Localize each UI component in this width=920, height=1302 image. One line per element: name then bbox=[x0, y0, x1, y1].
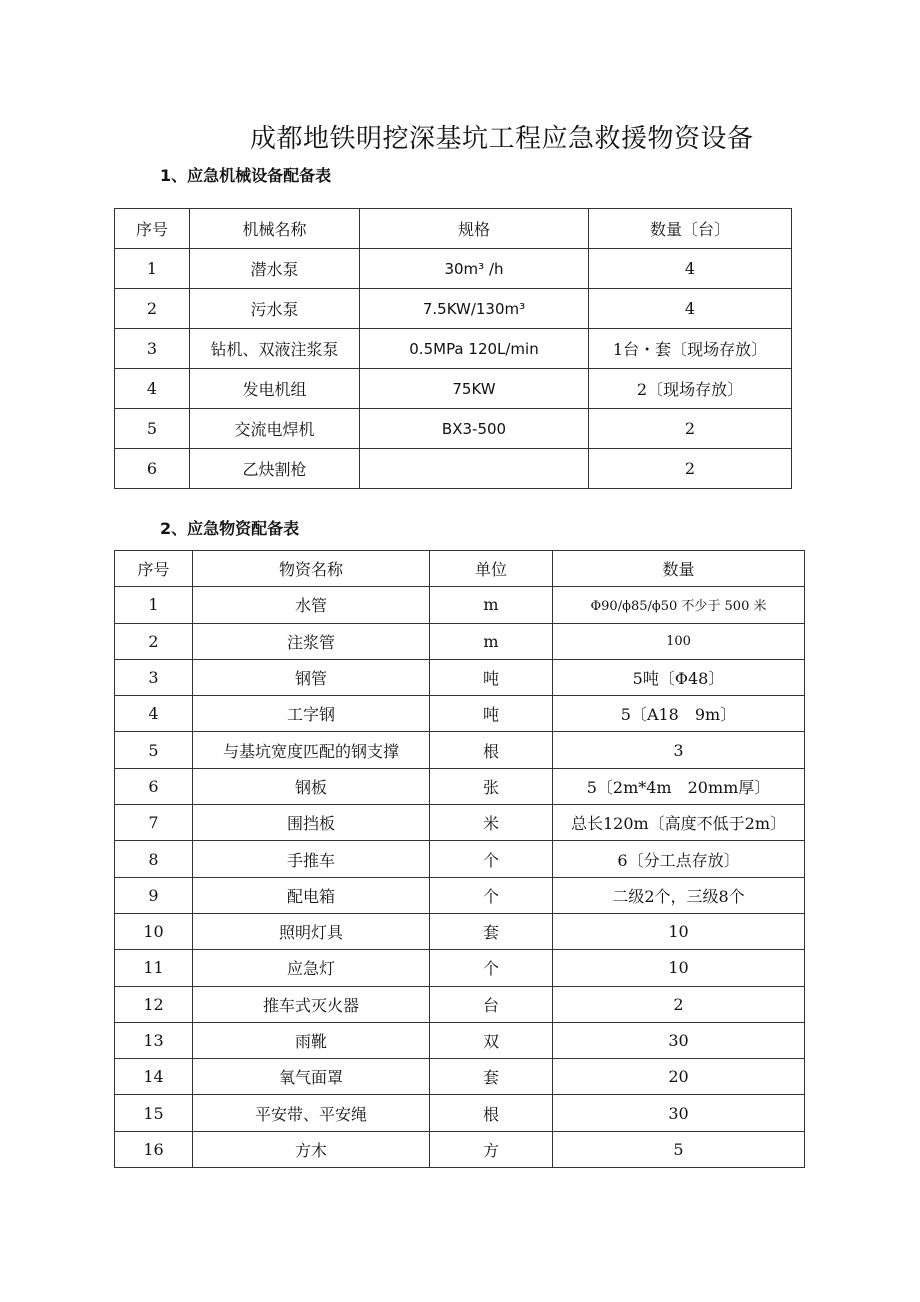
table-row bbox=[115, 732, 805, 768]
table-cell: 2 bbox=[553, 986, 805, 1022]
table-cell: 3 bbox=[553, 732, 805, 768]
table-cell: 吨 bbox=[430, 659, 553, 695]
table-row bbox=[115, 1022, 805, 1058]
table-cell: 手推车 bbox=[193, 841, 430, 877]
table-cell: 吨 bbox=[430, 696, 553, 732]
table-cell: 30 bbox=[553, 1022, 805, 1058]
table-cell: 6 bbox=[115, 449, 190, 489]
table-cell: 雨靴 bbox=[193, 1022, 430, 1058]
table-cell: 配电箱 bbox=[193, 877, 430, 913]
table-cell: 2 bbox=[589, 449, 792, 489]
table-cell: 台 bbox=[430, 986, 553, 1022]
table-cell: 3 bbox=[115, 329, 190, 369]
table-cell: 12 bbox=[115, 986, 193, 1022]
table-cell: 30 bbox=[553, 1095, 805, 1131]
table-cell: 乙炔割枪 bbox=[190, 449, 360, 489]
table-cell: 米 bbox=[430, 805, 553, 841]
table-cell: 2 bbox=[589, 409, 792, 449]
table-cell: 10 bbox=[115, 913, 193, 949]
materials-table bbox=[114, 550, 805, 1168]
table-row bbox=[115, 329, 792, 369]
table-cell: 4 bbox=[115, 369, 190, 409]
table-cell: 13 bbox=[115, 1022, 193, 1058]
table-row bbox=[115, 768, 805, 804]
table-cell: 照明灯具 bbox=[193, 913, 430, 949]
table-cell: 1 bbox=[115, 587, 193, 623]
table-cell: 10 bbox=[553, 913, 805, 949]
table-header-cell: 规格 bbox=[360, 209, 589, 249]
table-row bbox=[115, 409, 792, 449]
table-cell: 75KW bbox=[360, 369, 589, 409]
table-cell: 0.5MPa 120L/min bbox=[360, 329, 589, 369]
table-row bbox=[115, 659, 805, 695]
table-cell: 潜水泵 bbox=[190, 249, 360, 289]
table-cell: 4 bbox=[589, 289, 792, 329]
table-cell: 双 bbox=[430, 1022, 553, 1058]
table-cell: 8 bbox=[115, 841, 193, 877]
table-cell: 5 bbox=[115, 409, 190, 449]
table-row bbox=[115, 587, 805, 623]
table-row bbox=[115, 950, 805, 986]
table-cell: 4 bbox=[115, 696, 193, 732]
table-row bbox=[115, 249, 792, 289]
table-cell: 与基坑宽度匹配的钢支撑 bbox=[193, 732, 430, 768]
table-cell: 5〔A18 9m〕 bbox=[553, 696, 805, 732]
table-cell: 2〔现场存放〕 bbox=[589, 369, 792, 409]
table-cell: 10 bbox=[553, 950, 805, 986]
table-cell: 5 bbox=[115, 732, 193, 768]
table-cell: 方木 bbox=[193, 1131, 430, 1167]
table-cell: 2 bbox=[115, 623, 193, 659]
table-cell: 氧气面罩 bbox=[193, 1059, 430, 1095]
table-row bbox=[115, 805, 805, 841]
table-cell bbox=[360, 449, 589, 489]
table-cell: 方 bbox=[430, 1131, 553, 1167]
table-cell: 交流电焊机 bbox=[190, 409, 360, 449]
table-cell: 个 bbox=[430, 877, 553, 913]
table-cell: BX3-500 bbox=[360, 409, 589, 449]
table-cell: 5〔2m*4m 20mm厚〕 bbox=[553, 768, 805, 804]
document-title: 成都地铁明挖深基坑工程应急救援物资设备 bbox=[250, 124, 754, 154]
table-header-row bbox=[115, 209, 792, 249]
table-row bbox=[115, 913, 805, 949]
table-cell: 工字钢 bbox=[193, 696, 430, 732]
table-header-row bbox=[115, 551, 805, 587]
table-cell: 钻机、双液注浆泵 bbox=[190, 329, 360, 369]
table-header-cell: 序号 bbox=[115, 551, 193, 587]
table-cell: 15 bbox=[115, 1095, 193, 1131]
table-row bbox=[115, 1059, 805, 1095]
table-cell: m bbox=[430, 623, 553, 659]
table-cell: 套 bbox=[430, 1059, 553, 1095]
table-cell: 根 bbox=[430, 1095, 553, 1131]
table-cell: 11 bbox=[115, 950, 193, 986]
table-cell: 推车式灭火器 bbox=[193, 986, 430, 1022]
table-cell: 水管 bbox=[193, 587, 430, 623]
table-cell: 5吨〔Φ48〕 bbox=[553, 659, 805, 695]
table-cell: 个 bbox=[430, 950, 553, 986]
equipment-table bbox=[114, 208, 792, 489]
table-cell: 应急灯 bbox=[193, 950, 430, 986]
table-header-cell: 数量 bbox=[553, 551, 805, 587]
table-cell: 平安带、平安绳 bbox=[193, 1095, 430, 1131]
table-cell: 30m³ /h bbox=[360, 249, 589, 289]
table-cell: 20 bbox=[553, 1059, 805, 1095]
table-row bbox=[115, 1095, 805, 1131]
table-cell: 6 bbox=[115, 768, 193, 804]
table-cell: 2 bbox=[115, 289, 190, 329]
table-cell: 1 bbox=[115, 249, 190, 289]
table-header-cell: 物资名称 bbox=[193, 551, 430, 587]
table-cell: 污水泵 bbox=[190, 289, 360, 329]
table-cell: 钢板 bbox=[193, 768, 430, 804]
table-cell: Φ90/ϕ85/ϕ50 不少于 500 米 bbox=[553, 587, 805, 623]
table-cell: 张 bbox=[430, 768, 553, 804]
table-cell: m bbox=[430, 587, 553, 623]
table-header-cell: 机械名称 bbox=[190, 209, 360, 249]
table-row bbox=[115, 449, 792, 489]
table-row bbox=[115, 696, 805, 732]
table-cell: 5 bbox=[553, 1131, 805, 1167]
table-cell: 1台・套〔现场存放〕 bbox=[589, 329, 792, 369]
table-cell: 钢管 bbox=[193, 659, 430, 695]
table-header-cell: 数量〔台〕 bbox=[589, 209, 792, 249]
table-cell: 100 bbox=[553, 623, 805, 659]
table-cell: 7 bbox=[115, 805, 193, 841]
table-cell: 3 bbox=[115, 659, 193, 695]
table-row bbox=[115, 289, 792, 329]
table-row bbox=[115, 623, 805, 659]
table-header-cell: 序号 bbox=[115, 209, 190, 249]
table-cell: 根 bbox=[430, 732, 553, 768]
table-cell: 7.5KW/130m³ bbox=[360, 289, 589, 329]
section-heading-materials: 2、应急物资配备表 bbox=[160, 519, 300, 538]
table-cell: 注浆管 bbox=[193, 623, 430, 659]
table-cell: 围挡板 bbox=[193, 805, 430, 841]
table-cell: 发电机组 bbox=[190, 369, 360, 409]
table-cell: 6〔分工点存放〕 bbox=[553, 841, 805, 877]
table-cell: 16 bbox=[115, 1131, 193, 1167]
table-cell: 套 bbox=[430, 913, 553, 949]
table-header-cell: 单位 bbox=[430, 551, 553, 587]
table-row bbox=[115, 369, 792, 409]
section-heading-equipment: 1、应急机械设备配备表 bbox=[160, 166, 332, 185]
table-row bbox=[115, 986, 805, 1022]
table-row bbox=[115, 841, 805, 877]
table-row bbox=[115, 877, 805, 913]
table-cell: 个 bbox=[430, 841, 553, 877]
table-cell: 4 bbox=[589, 249, 792, 289]
table-cell: 总长120m〔高度不低于2m〕 bbox=[553, 805, 805, 841]
table-cell: 9 bbox=[115, 877, 193, 913]
table-cell: 二级2个，三级8个 bbox=[553, 877, 805, 913]
table-cell: 14 bbox=[115, 1059, 193, 1095]
table-row bbox=[115, 1131, 805, 1167]
